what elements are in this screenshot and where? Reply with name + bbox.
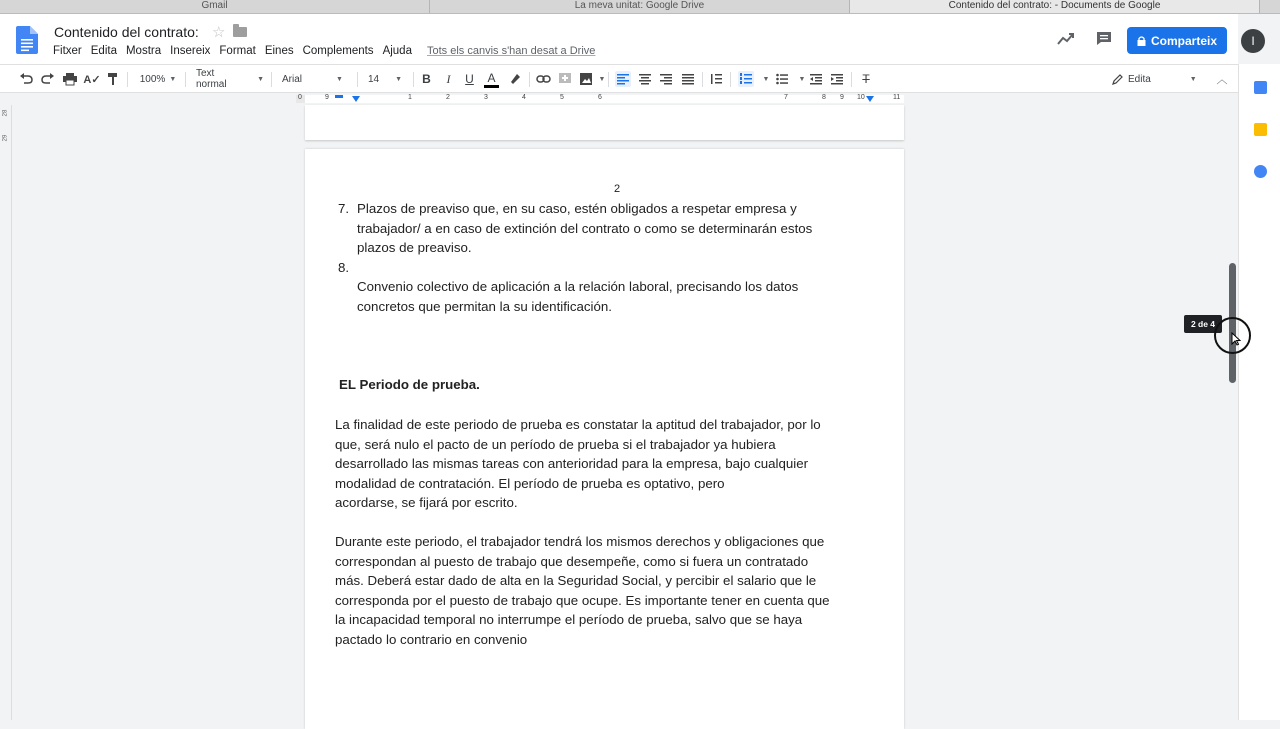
text-line: modalidad de contratación. El período de prueba es optativo, pero — [335, 475, 725, 491]
ruler-tick: 6 — [598, 94, 602, 101]
menu-mostra[interactable]: Mostra — [125, 45, 162, 57]
avatar[interactable]: I — [1241, 29, 1265, 53]
line-spacing-icon[interactable] — [709, 71, 723, 87]
menu-insereix[interactable]: Insereix — [170, 45, 211, 57]
paragraph-style-select[interactable] — [196, 68, 264, 90]
paragraph — [335, 415, 821, 513]
text-line: Durante este periodo, el trabajador tendrá los mismos derechos y obligaciones que — [335, 534, 825, 549]
align-right-icon[interactable] — [659, 71, 673, 87]
text-line: desarrollado las mismas tareas con anterioridad para la empresa, bajo cualquier — [335, 456, 809, 472]
mode-value: Edita — [1128, 73, 1151, 85]
print-icon[interactable] — [63, 71, 77, 87]
list-number: 7. — [338, 201, 350, 216]
chevron-down-icon: ▼ — [395, 75, 403, 83]
align-left-icon[interactable] — [615, 71, 631, 87]
text-line: plazos de preaviso. — [357, 240, 472, 256]
tab-docs[interactable]: Contenido del contrato: - Documents de Google — [850, 0, 1260, 13]
docs-logo-icon[interactable] — [16, 26, 38, 54]
ruler-tick: 11 — [893, 94, 901, 101]
tasks-icon[interactable] — [1254, 165, 1267, 178]
first-line-indent-marker[interactable] — [335, 95, 343, 98]
zoom-select[interactable] — [138, 71, 178, 87]
vruler-tick: 29 — [2, 134, 9, 142]
text-line: corresponda por el puesto de trabajo que ocupe. Es importante tener en cuenta que — [335, 592, 830, 608]
star-icon[interactable]: ☆ — [212, 24, 226, 41]
page-number: 2 — [614, 183, 621, 195]
page-1-bottom — [305, 105, 904, 140]
text-line: pactado lo contrario en convenio — [335, 631, 528, 647]
ruler-tick: 3 — [484, 94, 488, 101]
zoom-value: 100% — [139, 73, 166, 85]
menu-ajuda[interactable]: Ajuda — [382, 45, 412, 57]
increase-indent-icon[interactable] — [830, 71, 844, 87]
calendar-icon[interactable] — [1254, 81, 1267, 94]
ruler-tick: 1 — [408, 94, 412, 101]
text-line: trabajador/ a en caso de extinción del contrato o como se determinarán estos — [357, 220, 813, 236]
numbered-list-icon[interactable] — [738, 71, 754, 87]
mode-select[interactable] — [1112, 71, 1204, 87]
menu-fitxer[interactable]: Fitxer — [53, 45, 82, 57]
vertical-ruler[interactable] — [0, 105, 12, 720]
font-select[interactable] — [282, 71, 350, 87]
italic-icon[interactable]: I — [446, 71, 451, 86]
text-line: Convenio colectivo de aplicación a la relación laboral, precisando los datos — [357, 279, 799, 294]
browser-tab-bar — [0, 0, 1280, 14]
redo-icon[interactable] — [41, 71, 55, 87]
tab-gmail[interactable]: Gmail — [0, 0, 430, 13]
tab-drive[interactable]: La meva unitat: Google Drive — [430, 0, 850, 13]
page-indicator: 2 de 4 — [1184, 315, 1222, 333]
ruler-tick: 4 — [522, 94, 526, 101]
chevron-down-icon[interactable]: ▼ — [798, 75, 806, 83]
list-item — [357, 277, 798, 316]
ruler-tick: 7 — [784, 94, 788, 101]
section-heading: EL Periodo de prueba. — [339, 377, 480, 392]
font-size-value: 14 — [368, 73, 380, 85]
add-comment-icon[interactable] — [558, 71, 572, 87]
docs-header — [0, 14, 1255, 64]
ruler-tick: 0 — [298, 94, 302, 101]
lock-icon — [1137, 36, 1146, 46]
ruler-tick: 8 — [822, 94, 826, 101]
underline-icon[interactable]: U — [465, 72, 474, 86]
ruler-tick: 10 — [857, 94, 865, 101]
chevron-down-icon: ▼ — [257, 75, 264, 83]
left-indent-marker[interactable] — [352, 96, 360, 102]
comments-icon[interactable] — [1096, 31, 1112, 46]
pencil-icon — [1112, 74, 1123, 85]
menu-bar — [53, 45, 421, 57]
vruler-tick: 28 — [2, 109, 9, 117]
menu-complements[interactable]: Complements — [302, 45, 374, 57]
text-color-icon[interactable]: A — [484, 71, 499, 88]
chevron-down-icon[interactable]: ▼ — [762, 75, 770, 83]
chevron-down-icon: ▼ — [336, 75, 343, 83]
menu-edita[interactable]: Edita — [90, 45, 117, 57]
menu-format[interactable]: Format — [219, 45, 256, 57]
text-line: la incapacidad temporal no interrumpe el período de prueba, salvo que se haya — [335, 612, 803, 628]
right-indent-marker[interactable] — [866, 96, 874, 102]
share-button[interactable] — [1127, 27, 1227, 54]
horizontal-ruler[interactable] — [0, 93, 1238, 105]
chevron-down-icon: ▼ — [169, 75, 177, 83]
activity-trend-icon[interactable] — [1057, 32, 1075, 46]
formatting-toolbar — [0, 64, 1238, 93]
clear-formatting-icon[interactable]: T — [862, 72, 870, 86]
highlight-icon[interactable] — [508, 71, 522, 87]
folder-icon[interactable] — [233, 27, 247, 37]
bulleted-list-icon[interactable] — [775, 71, 789, 87]
bold-icon[interactable]: B — [422, 72, 431, 86]
undo-icon[interactable] — [19, 71, 33, 87]
paint-format-icon[interactable] — [106, 71, 120, 87]
font-value: Arial — [282, 73, 303, 85]
ruler-tick: 9 — [325, 94, 329, 101]
text-line: concretos que permitan la su identificación. — [357, 298, 612, 314]
new-tab-button[interactable] — [1260, 0, 1280, 13]
align-center-icon[interactable] — [638, 71, 652, 87]
collapse-menus-icon[interactable]: ︿ — [1216, 74, 1228, 86]
spellcheck-icon[interactable]: A✓ — [83, 73, 101, 86]
side-panel — [1238, 64, 1280, 720]
mouse-cursor-icon — [1231, 332, 1241, 346]
chevron-down-icon: ▼ — [1189, 75, 1197, 83]
font-size-select[interactable] — [368, 71, 408, 87]
ruler-tick: 9 — [840, 94, 844, 101]
share-label: Comparteix — [1150, 33, 1218, 48]
text-line: acordarse, se fijará por escrito. — [335, 495, 518, 511]
list-item — [357, 199, 812, 258]
paragraph-style-value: Text normal — [196, 68, 227, 90]
menu-eines[interactable]: Eines — [264, 45, 294, 57]
text-line: Plazos de preaviso que, en su caso, estén obligados a respetar empresa y — [357, 201, 797, 216]
save-status[interactable]: Tots els canvis s'han desat a Drive — [427, 45, 596, 57]
decrease-indent-icon[interactable] — [809, 71, 823, 87]
text-line: correspondan al puesto de trabajo que desempeñe, como si fuera un contratado — [335, 553, 809, 569]
insert-image-icon[interactable] — [579, 71, 593, 87]
list-number: 8. — [338, 260, 350, 275]
keep-icon[interactable] — [1254, 123, 1267, 136]
text-line: más. Deberá estar dado de alta en la Seguridad Social, y percibir el salario que le — [335, 573, 817, 589]
chevron-down-icon[interactable]: ▼ — [598, 75, 606, 83]
ruler-tick: 5 — [560, 94, 564, 101]
text-line: que, será nulo el pacto de un período de prueba si el trabajador ya hubiera — [335, 436, 776, 452]
ruler-tick: 2 — [446, 94, 450, 101]
link-icon[interactable] — [536, 71, 551, 87]
text-line: La finalidad de este periodo de prueba es constatar la aptitud del trabajador, por lo — [335, 417, 821, 432]
document-title[interactable]: Contenido del contrato: — [54, 24, 199, 40]
justify-icon[interactable] — [681, 71, 695, 87]
paragraph — [335, 532, 830, 650]
